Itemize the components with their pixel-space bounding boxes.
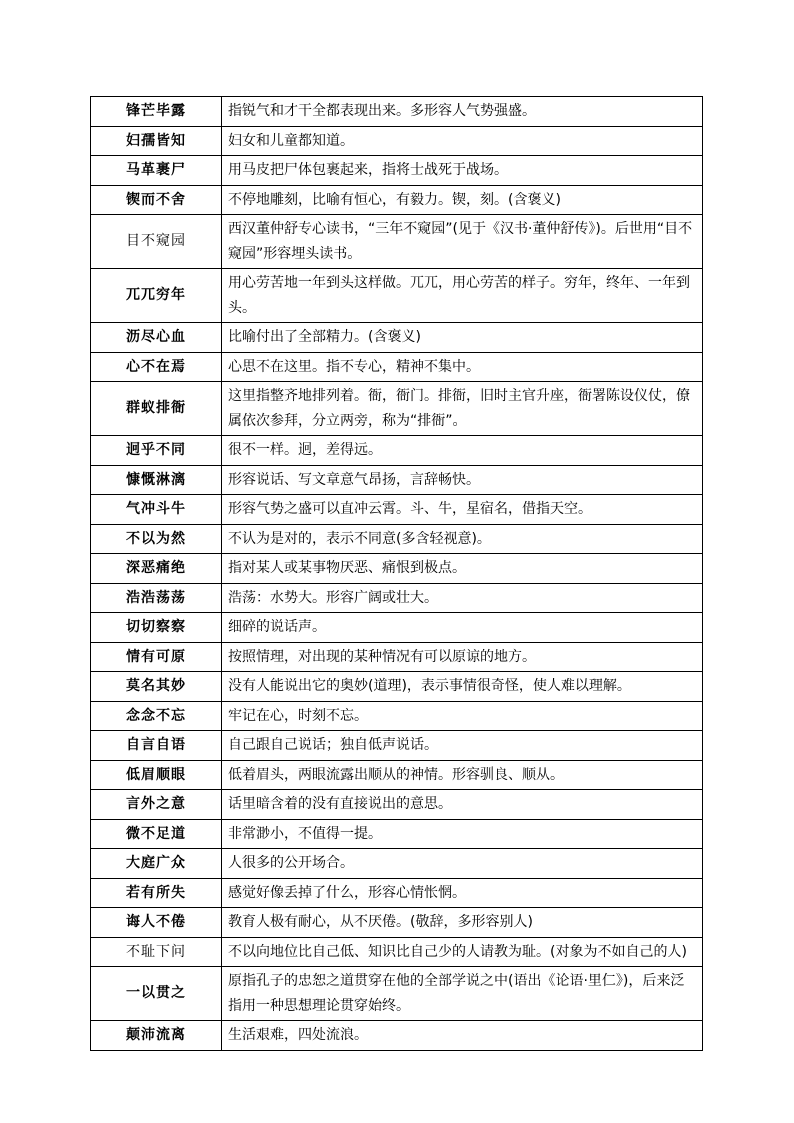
idiom-definition: 西汉董仲舒专心读书，“三年不窥园”(见于《汉书·董仲舒传》)。后世用“目不窥园”形容埋头读书。 — [222, 215, 703, 269]
idiom-definition: 不停地雕刻，比喻有恒心，有毅力。锲，刻。(含褒义) — [222, 185, 703, 215]
table-row — [91, 849, 703, 879]
table-row — [91, 524, 703, 554]
idiom-term: 慷慨淋漓 — [91, 465, 222, 495]
table-row — [91, 613, 703, 643]
idiom-term: 目不窥园 — [91, 215, 222, 269]
idiom-definition: 教育人极有耐心，从不厌倦。(敬辞，多形容别人) — [222, 908, 703, 938]
idiom-term: 浩浩荡荡 — [91, 583, 222, 613]
idiom-term: 诲人不倦 — [91, 908, 222, 938]
idiom-term: 心不在焉 — [91, 352, 222, 382]
idiom-definition: 用马皮把尸体包裹起来，指将士战死于战场。 — [222, 156, 703, 186]
table-row — [91, 937, 703, 967]
idiom-definition: 话里暗含着的没有直接说出的意思。 — [222, 790, 703, 820]
idiom-term: 沥尽心血 — [91, 323, 222, 353]
idiom-definition: 细碎的说话声。 — [222, 613, 703, 643]
idiom-term: 锋芒毕露 — [91, 97, 222, 127]
idiom-term: 兀兀穷年 — [91, 269, 222, 323]
idiom-definition: 原指孔子的忠恕之道贯穿在他的全部学说之中(语出《论语·里仁》)，后来泛指用一种思想理论贯穿始终。 — [222, 967, 703, 1021]
idiom-definition: 没有人能说出它的奥妙(道理)，表示事情很奇怪，使人难以理解。 — [222, 672, 703, 702]
table-row — [91, 583, 703, 613]
idiom-term: 大庭广众 — [91, 849, 222, 879]
idiom-term: 气冲斗牛 — [91, 495, 222, 525]
idiom-definition: 比喻付出了全部精力。(含褒义) — [222, 323, 703, 353]
idiom-definition: 形容气势之盛可以直冲云霄。斗、牛，星宿名，借指天空。 — [222, 495, 703, 525]
idiom-definition: 低着眉头，两眼流露出顺从的神情。形容驯良、顺从。 — [222, 760, 703, 790]
idiom-term: 切切察察 — [91, 613, 222, 643]
table-row — [91, 908, 703, 938]
table-row — [91, 790, 703, 820]
idiom-term: 一以贯之 — [91, 967, 222, 1021]
idiom-definition: 自己跟自己说话；独自低声说话。 — [222, 731, 703, 761]
idiom-definition: 不以向地位比自己低、知识比自己少的人请教为耻。(对象为不如自己的人) — [222, 937, 703, 967]
table-row — [91, 97, 703, 127]
table-row — [91, 642, 703, 672]
table-row — [91, 436, 703, 466]
idiom-term: 迥乎不同 — [91, 436, 222, 466]
idiom-table-body — [91, 97, 703, 1051]
table-row — [91, 967, 703, 1021]
idiom-definition: 生活艰难，四处流浪。 — [222, 1021, 703, 1051]
table-row — [91, 1021, 703, 1051]
idiom-term: 深恶痛绝 — [91, 554, 222, 584]
table-row — [91, 554, 703, 584]
idiom-definition: 人很多的公开场合。 — [222, 849, 703, 879]
idiom-definition: 非常渺小，不值得一提。 — [222, 819, 703, 849]
idiom-term: 锲而不舍 — [91, 185, 222, 215]
idiom-definition: 心思不在这里。指不专心，精神不集中。 — [222, 352, 703, 382]
idiom-term: 妇孺皆知 — [91, 126, 222, 156]
table-row — [91, 760, 703, 790]
idiom-definition: 妇女和儿童都知道。 — [222, 126, 703, 156]
table-row — [91, 126, 703, 156]
table-row — [91, 269, 703, 323]
idiom-definition: 浩荡：水势大。形容广阔或壮大。 — [222, 583, 703, 613]
table-row — [91, 352, 703, 382]
idiom-term: 微不足道 — [91, 819, 222, 849]
table-row — [91, 382, 703, 436]
idiom-term: 颠沛流离 — [91, 1021, 222, 1051]
idiom-term: 若有所失 — [91, 878, 222, 908]
idiom-term: 不耻下问 — [91, 937, 222, 967]
idiom-term: 低眉顺眼 — [91, 760, 222, 790]
table-row — [91, 731, 703, 761]
idiom-term: 自言自语 — [91, 731, 222, 761]
idiom-definition: 按照情理，对出现的某种情况有可以原谅的地方。 — [222, 642, 703, 672]
table-row — [91, 323, 703, 353]
idiom-definition: 这里指整齐地排列着。衙，衙门。排衙，旧时主官升座，衙署陈设仪仗，僚属依次参拜，分立两旁，称为“排衙”。 — [222, 382, 703, 436]
idiom-definition: 牢记在心，时刻不忘。 — [222, 701, 703, 731]
idiom-table — [90, 96, 703, 1051]
table-row — [91, 672, 703, 702]
idiom-definition: 不认为是对的，表示不同意(多含轻视意)。 — [222, 524, 703, 554]
table-row — [91, 701, 703, 731]
idiom-term: 念念不忘 — [91, 701, 222, 731]
table-row — [91, 156, 703, 186]
table-row — [91, 819, 703, 849]
idiom-term: 言外之意 — [91, 790, 222, 820]
idiom-term: 莫名其妙 — [91, 672, 222, 702]
idiom-definition: 形容说话、写文章意气昂扬，言辞畅快。 — [222, 465, 703, 495]
idiom-definition: 指对某人或某事物厌恶、痛恨到极点。 — [222, 554, 703, 584]
table-row — [91, 495, 703, 525]
table-row — [91, 465, 703, 495]
idiom-definition: 用心劳苦地一年到头这样做。兀兀，用心劳苦的样子。穷年，终年、一年到头。 — [222, 269, 703, 323]
idiom-definition: 指锐气和才干全都表现出来。多形容人气势强盛。 — [222, 97, 703, 127]
table-row — [91, 215, 703, 269]
idiom-definition: 很不一样。迥，差得远。 — [222, 436, 703, 466]
table-row — [91, 878, 703, 908]
idiom-definition: 感觉好像丢掉了什么，形容心情怅惘。 — [222, 878, 703, 908]
idiom-term: 马革裹尸 — [91, 156, 222, 186]
idiom-term: 情有可原 — [91, 642, 222, 672]
idiom-term: 群蚁排衙 — [91, 382, 222, 436]
table-row — [91, 185, 703, 215]
idiom-term: 不以为然 — [91, 524, 222, 554]
